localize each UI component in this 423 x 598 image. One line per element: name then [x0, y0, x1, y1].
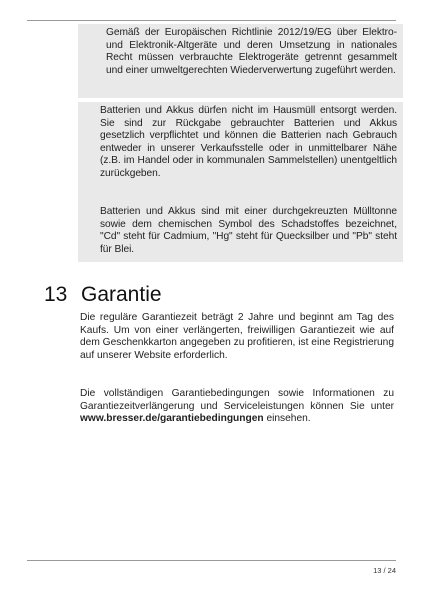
warranty-paragraph: Die reguläre Garantiezeit beträgt 2 Jahre und beginnt am Tag des Kaufs. Um von einer verlängerten, freiwilligen Garantiezeit wie auf dem Geschenkkarton angegeben zu profitieren, ist eine Registrierung auf unserer Website erforderlich. — [80, 312, 394, 361]
battery-symbol-text: Batterien und Akkus sind mit einer durchgekreuzten Mülltonne sowie dem chemischen Symbol des Schadstoffes bezeichnet, "Cd" steht für Cadmium, "Hg" steht für Quecksilber und "Pb" steht für Blei. — [100, 206, 397, 255]
disposal-electronics-notice — [78, 24, 403, 98]
battery-disposal-notice — [78, 102, 403, 262]
warranty-conditions-paragraph — [80, 388, 394, 426]
section-heading — [44, 283, 162, 307]
warranty-conditions-text: Die vollständigen Garantiebedingungen sowie Informationen zu Garantiezeitverlängerung und Serviceleistungen können Sie unter — [80, 388, 394, 412]
footer-rule — [27, 560, 396, 561]
page-number: 13 / 24 — [373, 566, 396, 575]
battery-disposal-text: Batterien und Akkus dürfen nicht im Hausmüll entsorgt werden. Sie sind zur Rückgabe gebrauchter Batterien und Akkus gesetzlich verpflichtet und können die Batterien nach Gebrauch entweder in unserer Verkaufsstelle oder in unmittelbarer Nähe (z.B. im Handel oder in kommunalen Sammelstellen) unentgeltlich zurückgeben. — [100, 105, 397, 179]
section-number: 13 — [44, 283, 68, 306]
electronics-disposal-text: Gemäß der Europäischen Richtlinie 2012/19/EG über Elektro- und Elektronik-Altgeräte und deren Umsetzung in nationales Recht müssen verbrauchte Elektrogeräte getrennt gesammelt und einer umweltgerechten Wiederverwertung zugeführt werden. — [106, 27, 397, 76]
section-title: Garantie — [81, 283, 162, 306]
header-rule — [27, 20, 396, 21]
warranty-link[interactable]: www.bresser.de/garantiebedingungen — [80, 413, 264, 425]
warranty-conditions-end: einsehen. — [263, 413, 311, 425]
